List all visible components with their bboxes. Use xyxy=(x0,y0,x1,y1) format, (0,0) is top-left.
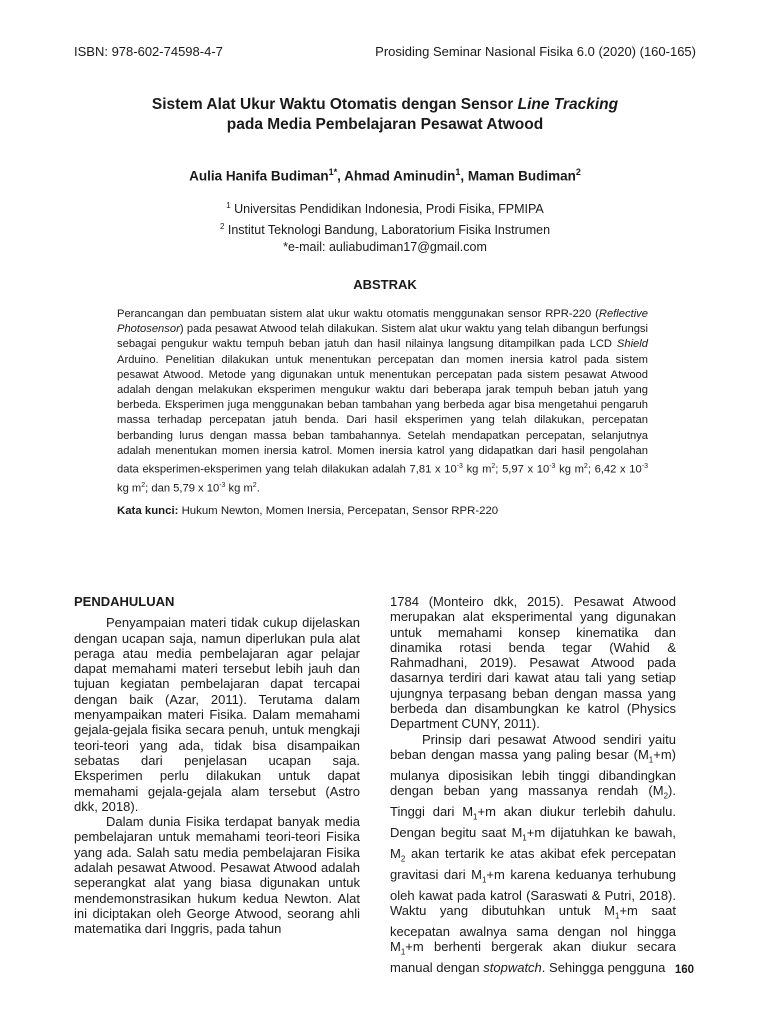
abstract-italic-2: Shield xyxy=(616,338,648,351)
affiliation-2-sup: 2 xyxy=(219,222,225,232)
author-2-sup: 1 xyxy=(455,167,461,177)
p4-sub-b: 2 xyxy=(663,791,669,801)
intro-paragraph-3: 1784 (Monteiro dkk, 2015). Pesawat Atwood merupakan alat eksperimental yang digunakan untuk memahami konsep kinematika dan dinamika rotasi benda tegar (Wahid & Rahmadhani, 2019). Pesawat Atwood pada dasarnya terdiri dari kawat atau tali yang setiap ujungnya terpasang beban dengan massa yang berbeda dan disambungkan ke katrol (Physics Department CUNY, 2011). xyxy=(390,594,676,732)
p4-b: +m) mulanya diposisikan lebih tinggi dibandingkan dengan beban yang massanya rendah (M xyxy=(390,746,676,799)
contact-email: *e-mail: auliabudiman17@gmail.com xyxy=(283,240,487,255)
unit-1: kg m xyxy=(462,463,492,476)
p4-e: +m dijatuhkan ke bawah, M xyxy=(390,824,676,861)
p4-g: +m karena keduanya terhubung oleh kawat pada katrol (Saraswati & Putri, 2018). Waktu yang dibutuhkan untuk M xyxy=(390,866,677,918)
intro-paragraph-2: Dalam dunia Fisika terdapat banyak media pembelajaran untuk memahami teori-teori Fisika yang ada. Salah satu media pembelajaran Fisika adalah pesawat Atwood. Pesawat Atwood adalah seperangkat alat yang biasa digunakan untuk mendemonstrasikan hukum kedua Newton. Alat ini diciptakan oleh George Atwood, seorang ahli matematika dari Inggris, pada tahun xyxy=(74,814,360,937)
title-line2-text: pada Media Pembelajaran Pesawat Atwood xyxy=(226,116,544,133)
sq-2: 2 xyxy=(583,463,588,471)
affiliation-1-sup: 1 xyxy=(226,201,231,210)
p4-sub-c: 1 xyxy=(473,812,478,822)
title-line1-italic: Line Tracking xyxy=(517,96,619,113)
value-4: ; dan 5,79 x 10 xyxy=(145,482,220,495)
p4-j: . Sehingga pengguna xyxy=(541,959,666,975)
p4-sub-e: 2 xyxy=(400,854,406,864)
isbn-header: ISBN: 978-602-74598-4-7 xyxy=(74,44,223,59)
right-column xyxy=(390,594,676,975)
proceedings-header: Prosiding Seminar Nasional Fisika 6.0 (2020) (160-165) xyxy=(375,44,696,59)
p4-sub-h: 1 xyxy=(400,947,406,957)
paper-title xyxy=(74,95,696,135)
intro-paragraph-4 xyxy=(390,732,676,976)
p4-sub-f: 1 xyxy=(481,875,487,885)
abstract-text-1: Perancangan dan pembuatan sistem alat ukur waktu otomatis menggunakan sensor RPR-220 ( xyxy=(117,308,599,320)
abstract-body xyxy=(117,307,648,497)
exp-1: -3 xyxy=(456,463,463,471)
unit-2: kg m xyxy=(555,463,584,476)
value-2: ; 5,97 x 10 xyxy=(495,463,550,476)
author-2: , Ahmad Aminudin xyxy=(337,168,456,184)
p4-i: +m berhenti bergerak akan diukur secara manual dengan xyxy=(390,939,676,975)
intro-paragraph-1: Penyampaian materi tidak cukup dijelaskan dengan ucapan saja, namun diperlukan pula alat peraga atau media pembelajaran agar pelajar dapat memahami materi tersebut lebih jauh dan tujuan kegiatan pembelajaran dapat tercapai dengan baik (Azar, 2011). Terutama dalam menyampaikan materi Fisika. Dalam memahami gejala-gejala fisika secara penuh, untuk mengkaji teori-teori yang ada, tidak bisa disampaikan sebatas dari penjelasan ucapan saja. Eksperimen perlu dilakukan untuk dapat memahami gejala-gejala alam tersebut (Astro dkk, 2018). xyxy=(74,615,360,814)
affiliation-1-text: Universitas Pendidikan Indonesia, Prodi Fisika, FPMIPA xyxy=(230,202,544,217)
exp-2: -3 xyxy=(549,463,556,471)
p4-c: ). Tinggi dari M xyxy=(390,783,676,820)
p4-h: +m saat kecepatan awalnya sama dengan nol hingga M xyxy=(390,902,676,955)
unit-4: kg m xyxy=(225,482,253,495)
abstract-heading: ABSTRAK xyxy=(353,277,417,292)
affiliations xyxy=(74,197,696,256)
affiliation-2-text: Institut Teknologi Bandung, Laboratorium Fisika Instrumen xyxy=(224,223,551,238)
keywords-text: Hukum Newton, Momen Inersia, Percepatan, Sensor RPR-220 xyxy=(178,505,499,517)
exp-3: -3 xyxy=(641,463,648,471)
author-1: Aulia Hanifa Budiman xyxy=(189,168,329,184)
left-column xyxy=(74,594,360,937)
section-heading: PENDAHULUAN xyxy=(74,594,175,609)
abstract-end: . xyxy=(256,482,260,495)
affiliation-2 xyxy=(74,218,696,239)
abstract-italic-1: Reflective Photosensor xyxy=(117,308,648,336)
p4-sub-d: 1 xyxy=(522,833,527,843)
p4-f: akan tertarik ke atas akibat efek percepatan gravitasi dari M xyxy=(390,845,676,882)
unit-3: kg m xyxy=(117,482,142,495)
sq-1: 2 xyxy=(491,463,496,471)
sq-4: 2 xyxy=(252,481,257,489)
exp-4: -3 xyxy=(219,481,226,489)
p4-sub-a: 1 xyxy=(648,755,654,765)
keywords-label: Kata kunci: xyxy=(117,505,179,517)
title-line1-text: Sistem Alat Ukur Waktu Otomatis dengan Sensor xyxy=(151,96,518,113)
abstract-text-2: ) pada pesawat Atwood telah dilakukan. Sistem alat ukur waktu yang telah dibangun berfungsi sebagai pengukur waktu tempuh beban jatuh dan hasil nilainya langsung ditampilkan pada LCD xyxy=(117,323,648,351)
keywords xyxy=(117,505,648,517)
p4-sub-g: 1 xyxy=(615,911,620,921)
p4-a: Prinsip dari pesawat Atwood sendiri yaitu beban dengan massa yang paling besar (M xyxy=(390,731,676,762)
p4-italic: stopwatch xyxy=(483,959,542,975)
abstract-text-3: Arduino. Penelitian dilakukan untuk menentukan percepatan dan momen inersia katrol pada sistem pesawat Atwood. Metode yang digunakan untuk menentukan percepatan pada sistem pesawat Atwood adalah dengan melakukan eksperimen mengukur waktu dari beberapa jarak tempuh beban jatuh yang berbeda. Eksperimen juga menggunakan beban tambahan yang berbeda agar bisa mengetahui pengaruh massa terhadap percepatan jatuh benda. Dari hasil eksperimen yang telah dilakukan, percepatan berbanding lurus dengan massa beban tambahannya. Setelah mendapatkan percepatan, selanjutnya adalah menentukan momen inersia katrol. Momen inersia katrol yang didapatkan dari hasil pengolahan data eksperimen-eksperimen yang telah dilakukan adalah 7,81 x 10 xyxy=(117,353,648,476)
author-1-sup: 1* xyxy=(328,167,338,177)
value-3: ; 6,42 x 10 xyxy=(587,463,642,476)
page-number: 160 xyxy=(674,964,694,976)
author-3: , Maman Budiman xyxy=(460,168,576,184)
authors xyxy=(74,167,696,184)
author-3-sup: 2 xyxy=(575,167,581,177)
sq-3: 2 xyxy=(141,481,146,489)
p4-d: +m akan diukur terlebih dahulu. Dengan begitu saat M xyxy=(390,804,676,840)
affiliation-1 xyxy=(74,197,696,218)
